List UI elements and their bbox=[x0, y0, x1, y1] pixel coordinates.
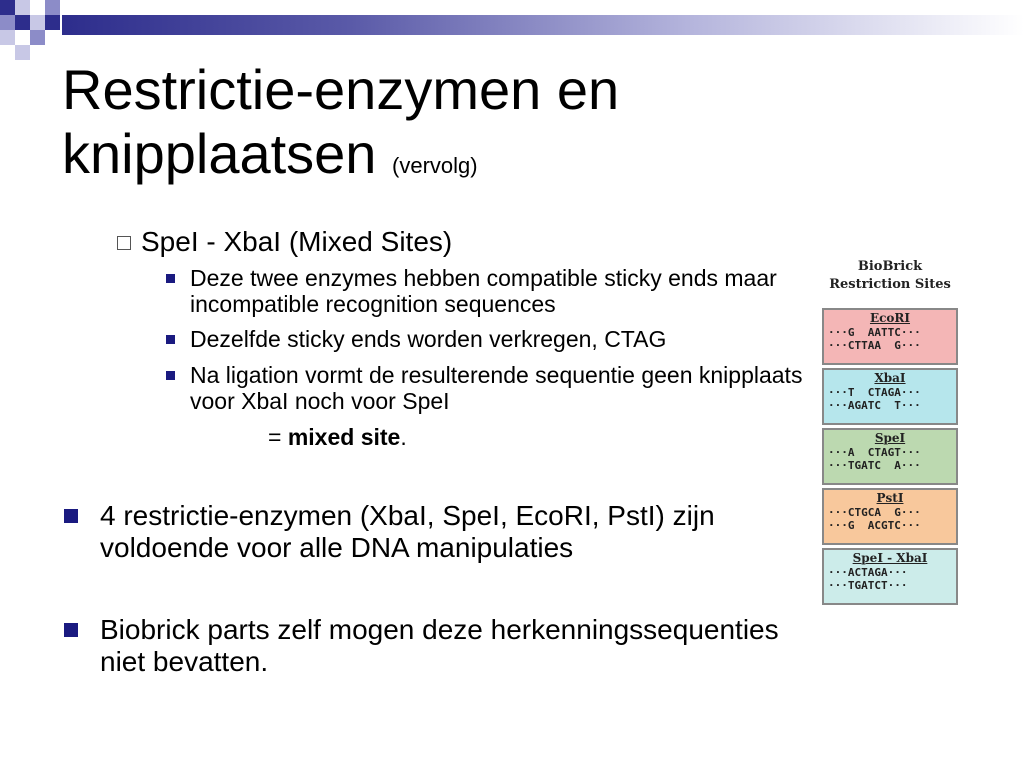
site-bottom-strand: ···G ACGTC··· bbox=[828, 519, 921, 532]
restriction-sites-figure bbox=[812, 258, 968, 592]
site-top-strand: ···CTGCA G··· bbox=[828, 506, 921, 519]
site-box-ecori bbox=[822, 308, 958, 365]
site-bottom-strand: ···CTTAA G··· bbox=[828, 339, 921, 352]
title-bar-gradient bbox=[62, 15, 1024, 35]
site-top-strand: ···A CTAGT··· bbox=[828, 446, 921, 459]
main-bullet-text: Biobrick parts zelf mogen deze herkenningssequenties niet bevatten. bbox=[100, 614, 779, 677]
site-top-strand: ···G AATTC··· bbox=[828, 326, 921, 339]
site-bottom-strand: ···TGATCT··· bbox=[828, 579, 908, 592]
site-label: SpeI bbox=[874, 431, 906, 445]
main-bullet bbox=[64, 500, 804, 564]
main-bullet bbox=[64, 614, 804, 678]
page-title bbox=[62, 58, 822, 198]
sub-bullet-text: Dezelfde sticky ends worden verkregen, CTAG bbox=[190, 326, 667, 352]
square-bullet-icon bbox=[64, 623, 78, 637]
site-bottom-strand: ···AGATC T··· bbox=[828, 399, 921, 412]
mixed-prefix: = bbox=[268, 424, 288, 450]
square-bullet-icon bbox=[64, 509, 78, 523]
site-box-spei bbox=[822, 428, 958, 485]
site-box-spei-xbai bbox=[822, 548, 958, 605]
main-bullet-text: 4 restrictie-enzymen (XbaI, SpeI, EcoRI, PstI) zijn voldoende voor alle DNA manipulaties bbox=[100, 500, 715, 563]
sub-bullet bbox=[166, 265, 806, 317]
site-box-psti bbox=[822, 488, 958, 545]
sub-bullet bbox=[166, 362, 806, 414]
site-box-xbai bbox=[822, 368, 958, 425]
site-label: PstI bbox=[876, 491, 904, 505]
square-bullet-icon bbox=[166, 371, 175, 380]
figure-title-line1: BioBrick bbox=[857, 259, 923, 274]
site-bottom-strand: ···TGATC A··· bbox=[828, 459, 921, 472]
site-label: EcoRI bbox=[869, 311, 911, 325]
site-top-strand: ···ACTAGA··· bbox=[828, 566, 908, 579]
sub-bullet bbox=[166, 326, 806, 352]
title-main: Restrictie-enzymen en knipplaatsen bbox=[62, 58, 620, 185]
site-label: XbaI bbox=[874, 371, 906, 385]
sub-bullet-text: Deze twee enzymes hebben compatible sticky ends maar incompatible recognition sequences bbox=[190, 265, 777, 317]
figure-title bbox=[812, 258, 968, 294]
sub-heading-text: SpeI - XbaI (Mixed Sites) bbox=[141, 226, 453, 257]
site-top-strand: ···T CTAGA··· bbox=[828, 386, 921, 399]
title-sub: (vervolg) bbox=[392, 153, 478, 178]
sub-bullet-text: Na ligation vormt de resulterende sequentie geen knipplaats voor XbaI noch voor SpeI bbox=[190, 362, 803, 414]
square-bullet-icon bbox=[166, 274, 175, 283]
mixed-suffix: . bbox=[400, 424, 407, 450]
mixed-bold: mixed site bbox=[287, 424, 401, 450]
site-label: SpeI - XbaI bbox=[852, 551, 928, 565]
hollow-square-bullet-icon bbox=[117, 236, 131, 250]
square-bullet-icon bbox=[166, 335, 175, 344]
sub-heading bbox=[117, 226, 452, 258]
figure-title-line2: Restriction Sites bbox=[829, 277, 951, 292]
mixed-site-note bbox=[268, 424, 407, 450]
